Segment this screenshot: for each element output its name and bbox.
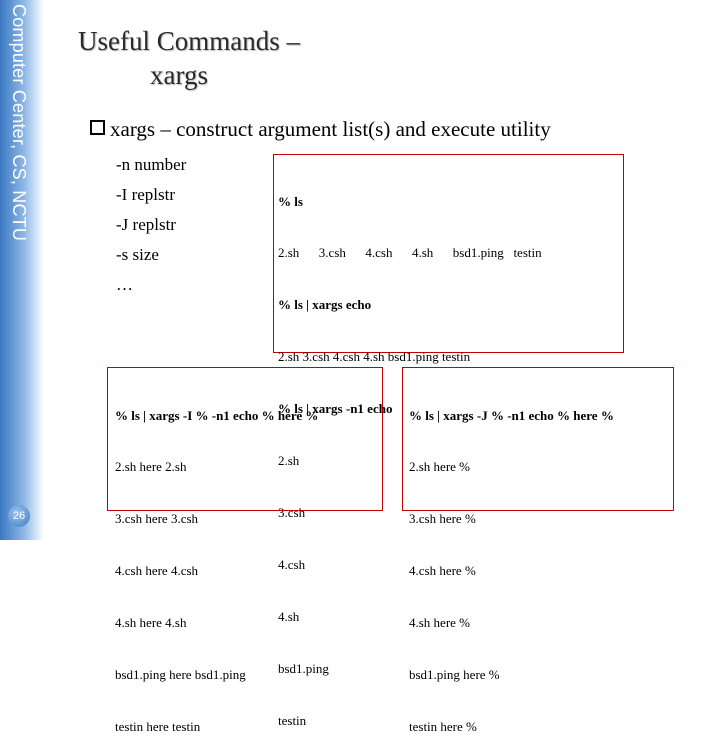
slide-title — [78, 24, 300, 92]
title-line-2: xargs — [150, 60, 208, 90]
code-line: 4.sh — [278, 608, 300, 624]
option-item: … — [116, 275, 133, 294]
code-line: 4.sh here 4.sh — [115, 615, 187, 631]
code-line: 4.csh here 4.csh — [115, 563, 199, 579]
code-line: % ls | xargs -n1 echo — [278, 401, 393, 417]
code-line: testin here % — [409, 718, 477, 734]
code-line: 3.csh here % — [409, 511, 476, 527]
code-line: 4.csh here % — [409, 563, 476, 579]
code-line: testin here testin — [115, 718, 201, 734]
code-line: % ls — [278, 193, 303, 209]
code-line: testin — [278, 712, 307, 728]
code-example-xargs-J — [402, 367, 674, 734]
code-line: 2.sh here 2.sh — [115, 459, 187, 475]
option-item: -I replstr — [116, 185, 176, 204]
code-line: 2.sh 3.csh 4.csh 4.sh bsd1.ping testin — [278, 349, 471, 365]
code-line: bsd1.ping — [278, 660, 329, 676]
code-line: 3.csh here 3.csh — [115, 511, 199, 527]
bullet-text: xargs – construct argument list(s) and execute utility — [110, 117, 551, 141]
code-line: 4.csh — [278, 556, 306, 572]
sidebar-label: Computer Center, CS, NCTU — [9, 4, 29, 242]
sidebar — [0, 0, 44, 540]
option-item: -n number — [116, 155, 187, 174]
code-example-xargs-I — [107, 367, 383, 734]
code-line: 2.sh 3.csh 4.csh 4.sh bsd1.ping testin — [278, 245, 542, 261]
option-list — [116, 150, 186, 300]
square-bullet-icon — [90, 120, 105, 135]
bullet-point — [90, 116, 551, 142]
code-line: bsd1.ping here bsd1.ping — [115, 667, 246, 683]
title-line-1: Useful Commands – — [78, 26, 300, 56]
code-line: 3.csh — [278, 504, 306, 520]
option-item: -J replstr — [116, 215, 176, 234]
code-line: 2.sh here % — [409, 459, 471, 475]
code-line: 2.sh — [278, 453, 300, 469]
option-item: -s size — [116, 245, 159, 264]
code-line: 4.sh here % — [409, 615, 471, 631]
code-line: % ls | xargs -J % -n1 echo % here % — [409, 407, 614, 423]
code-line: % ls | xargs -I % -n1 echo % here % — [115, 407, 319, 423]
code-line: bsd1.ping here % — [409, 667, 500, 683]
code-line: % ls | xargs echo — [278, 297, 372, 313]
page-number: 26 — [8, 505, 30, 527]
